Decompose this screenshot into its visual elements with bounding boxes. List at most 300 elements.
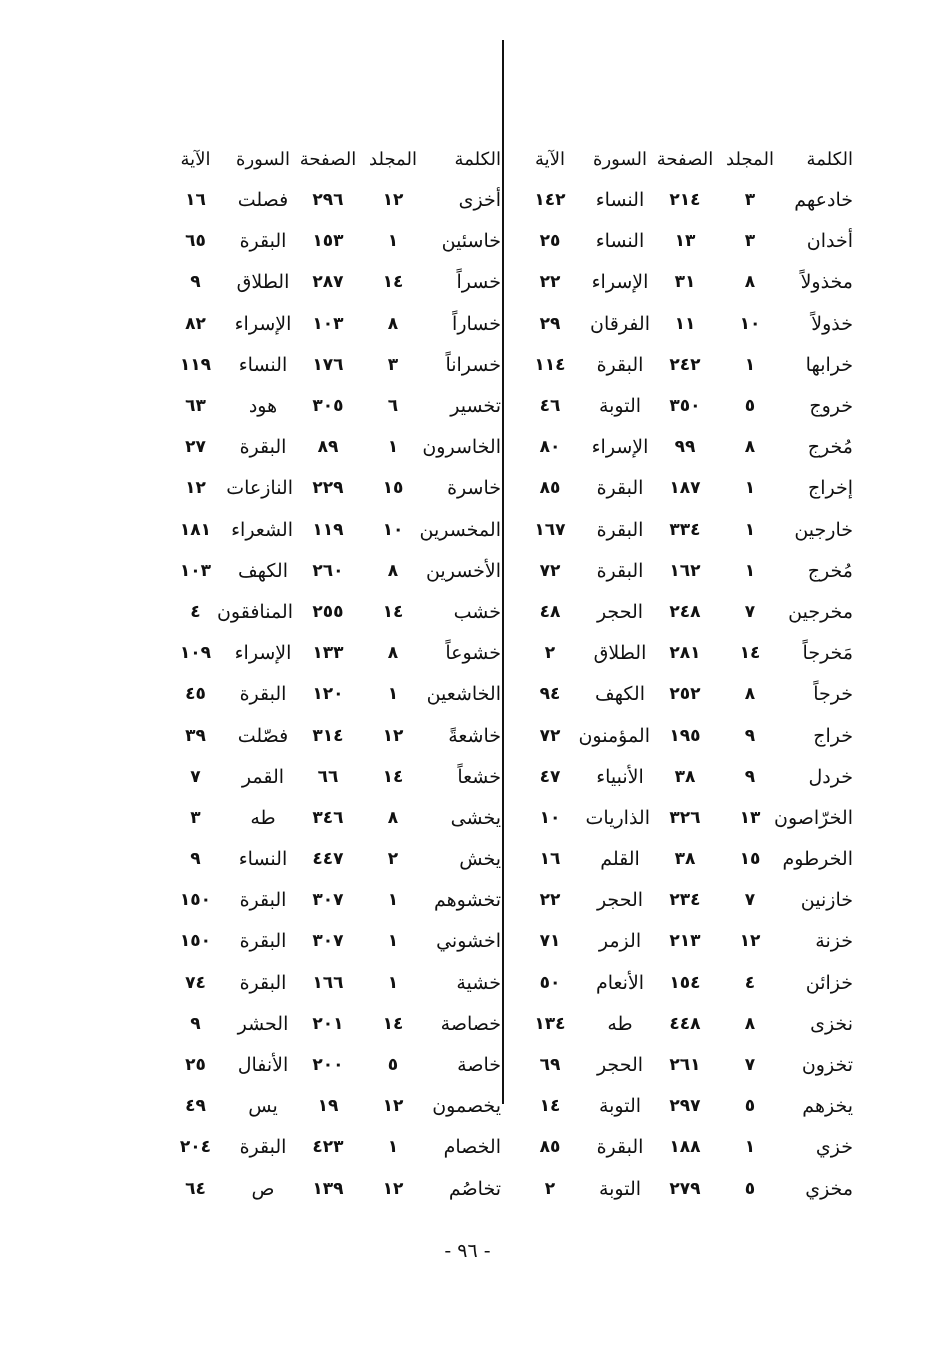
cell-surah: التوبة (598, 1095, 642, 1118)
cell-verse: ١٥٠ (179, 931, 212, 952)
cell-page: ٤٤٧ (312, 849, 344, 870)
table-row (105, 427, 855, 468)
cell-volume: ١ (744, 560, 756, 581)
cell-page: ١٣٩ (312, 1178, 344, 1199)
cell-volume: ١ (744, 478, 756, 499)
cell-surah: الإسراء (234, 642, 292, 665)
cell-volume: ٨ (387, 560, 399, 581)
cell-word: خسراً (456, 271, 501, 294)
cell-verse: ٢ (544, 1178, 556, 1199)
cell-page: ٢٦٠ (312, 560, 344, 581)
cell-page: ٣١٤ (312, 725, 344, 746)
separator (503, 304, 510, 345)
table-row (105, 1004, 855, 1045)
separator (503, 839, 510, 880)
cell-word: خزي (815, 1136, 853, 1159)
cell-word: خارجين (794, 518, 853, 541)
cell-word: يخصمون (432, 1095, 501, 1118)
separator (503, 221, 510, 262)
separator (503, 592, 510, 633)
cell-volume: ١ (744, 1137, 756, 1158)
cell-verse: ٢٥ (185, 1055, 206, 1076)
cell-surah: فصلت (237, 189, 289, 212)
cell-volume: ٦ (387, 396, 399, 417)
cell-verse: ٣ (190, 807, 201, 828)
cell-page: ٢٨٧ (312, 272, 344, 293)
separator (503, 921, 510, 962)
cell-surah: الكهف (238, 559, 288, 582)
cell-page: ١٧٦ (312, 354, 344, 375)
table-row (105, 839, 855, 880)
cell-surah: القلم (600, 848, 640, 871)
cell-surah: البقرة (239, 1136, 287, 1159)
cell-volume: ٨ (387, 807, 399, 828)
cell-volume: ١٠ (739, 313, 761, 334)
table-row (105, 798, 855, 839)
cell-page: ١٠٣ (312, 313, 344, 334)
table-header (105, 140, 855, 180)
table-row (105, 262, 855, 303)
cell-verse: ٩ (190, 272, 201, 293)
cell-volume: ١ (387, 231, 399, 252)
cell-volume: ١٢ (739, 931, 761, 952)
cell-volume: ١٥ (382, 478, 404, 499)
cell-surah: البقرة (596, 353, 644, 376)
cell-page: ١٨٧ (669, 478, 701, 499)
cell-word: يخش (459, 848, 501, 871)
cell-volume: ١٤ (382, 1013, 404, 1034)
cell-page: ٦٦ (317, 766, 339, 787)
cell-word: اخشوني (436, 930, 501, 953)
cell-volume: ١٤ (382, 272, 404, 293)
cell-surah: البقرة (239, 683, 287, 706)
cell-volume: ٩ (744, 725, 756, 746)
table-row (105, 386, 855, 427)
table-row (105, 633, 855, 674)
cell-surah: النازعات (226, 477, 293, 500)
cell-volume: ٥ (744, 1178, 756, 1199)
cell-surah: الحجر (596, 889, 644, 912)
cell-page: ٣٤٦ (312, 807, 344, 828)
cell-word: مُخرج (807, 559, 853, 582)
table-row (105, 551, 855, 592)
cell-word: خراج (813, 724, 853, 747)
index-table (105, 140, 855, 1210)
separator (503, 633, 510, 674)
separator (503, 1086, 510, 1127)
cell-verse: ٧٤ (185, 972, 206, 993)
cell-page: ٣١ (674, 272, 696, 293)
cell-surah: البقرة (596, 518, 644, 541)
cell-page: ٢٩٧ (669, 1096, 701, 1117)
cell-page: ٣٨ (674, 849, 696, 870)
cell-surah: الكهف (595, 683, 645, 706)
cell-verse: ٢٩ (539, 313, 561, 334)
cell-surah: التوبة (598, 1177, 642, 1200)
cell-word: خردل (808, 765, 853, 788)
cell-volume: ١ (744, 354, 756, 375)
cell-verse: ٤٧ (539, 766, 561, 787)
table-row (105, 304, 855, 345)
cell-verse: ٤٨ (539, 601, 561, 622)
cell-volume: ٨ (744, 1013, 756, 1034)
cell-volume: ٨ (744, 437, 756, 458)
separator (503, 880, 510, 921)
cell-word: مَخرجاً (802, 642, 853, 665)
table-row (105, 510, 855, 551)
separator (503, 468, 510, 509)
separator (503, 180, 510, 221)
cell-page: ٢٠٠ (312, 1055, 344, 1076)
cell-word: نخزى (810, 1012, 853, 1035)
table-row (105, 1045, 855, 1086)
cell-page: ٢٥٢ (669, 684, 701, 705)
table-row (105, 345, 855, 386)
cell-word: خسراناً (445, 353, 501, 376)
cell-verse: ٢ (544, 643, 556, 664)
cell-word: خروج (809, 395, 853, 418)
cell-verse: ٦٤ (185, 1178, 206, 1199)
cell-word: خاصة (457, 1054, 501, 1077)
separator (503, 674, 510, 715)
cell-surah: الزمر (598, 930, 642, 953)
cell-surah: التوبة (598, 395, 642, 418)
header-verse: الآية (180, 149, 211, 170)
separator (503, 1127, 510, 1168)
cell-surah: المنافقون (216, 600, 293, 623)
header-page: الصفحة (656, 149, 714, 170)
table-row (105, 1086, 855, 1127)
cell-volume: ٨ (387, 643, 399, 664)
cell-word: الأخسرين (425, 559, 501, 582)
column-divider (502, 40, 504, 1104)
cell-volume: ٩ (744, 766, 756, 787)
cell-surah: فصّلت (237, 724, 289, 747)
cell-volume: ١٥ (739, 849, 761, 870)
cell-volume: ١ (387, 1137, 399, 1158)
cell-volume: ٥ (744, 1096, 756, 1117)
cell-verse: ٩٤ (539, 684, 561, 705)
separator (503, 386, 510, 427)
cell-volume: ٧ (744, 1055, 756, 1076)
cell-surah: البقرة (239, 930, 287, 953)
cell-verse: ١٢ (185, 478, 206, 499)
table-row (105, 921, 855, 962)
cell-surah: النساء (238, 848, 288, 871)
cell-verse: ٢٥ (539, 231, 561, 252)
cell-page: ١٣٣ (312, 643, 344, 664)
cell-page: ١٦٢ (669, 560, 701, 581)
cell-word: خرجاً (813, 683, 853, 706)
cell-volume: ٨ (744, 684, 756, 705)
cell-surah: الشعراء (231, 518, 293, 541)
cell-surah: الأنفال (237, 1054, 289, 1077)
separator (503, 1004, 510, 1045)
cell-surah: يس (248, 1095, 278, 1118)
cell-surah: النساء (238, 353, 288, 376)
cell-word: يخشى (450, 806, 501, 829)
cell-page: ١٥٤ (669, 972, 701, 993)
cell-volume: ٣ (387, 354, 399, 375)
cell-surah: ص (251, 1177, 275, 1200)
cell-verse: ١٠ (539, 807, 561, 828)
table-body (105, 180, 855, 1210)
cell-page: ٢٠١ (312, 1013, 344, 1034)
cell-volume: ١٠ (382, 519, 404, 540)
cell-word: خزنة (815, 930, 853, 953)
separator (503, 427, 510, 468)
cell-verse: ٤٩ (185, 1096, 206, 1117)
table-row (105, 1169, 855, 1210)
cell-surah: البقرة (239, 230, 287, 253)
cell-page: ٢٤٨ (669, 601, 701, 622)
separator (503, 757, 510, 798)
header-page: الصفحة (299, 149, 357, 170)
cell-verse: ٧١ (539, 931, 561, 952)
cell-page: ٣٠٧ (312, 931, 344, 952)
cell-volume: ١٢ (382, 190, 404, 211)
table-row (105, 757, 855, 798)
cell-surah: النساء (595, 230, 645, 253)
table-row (105, 715, 855, 756)
cell-surah: الأنبياء (596, 765, 644, 788)
cell-surah: الحشر (237, 1012, 289, 1035)
cell-page: ١٩ (317, 1096, 339, 1117)
cell-surah: الإسراء (591, 436, 649, 459)
separator (503, 715, 510, 756)
cell-volume: ١ (387, 931, 399, 952)
table-row (105, 592, 855, 633)
cell-verse: ٢٢ (539, 272, 561, 293)
cell-volume: ٥ (744, 396, 756, 417)
cell-word: الخرّاصون (774, 806, 853, 829)
table-row (105, 180, 855, 221)
cell-page: ٢١٤ (669, 190, 701, 211)
header-verse: الآية (535, 149, 565, 170)
cell-word: مخرجين (788, 600, 853, 623)
table-row (105, 468, 855, 509)
cell-word: خذولاً (811, 312, 853, 335)
cell-verse: ٣٩ (185, 725, 206, 746)
cell-volume: ٧ (744, 890, 756, 911)
cell-surah: القمر (241, 765, 285, 788)
cell-page: ٤٤٨ (669, 1013, 701, 1034)
cell-page: ٢٦١ (669, 1055, 701, 1076)
cell-page: ٢٧٩ (669, 1178, 701, 1199)
separator (503, 510, 510, 551)
cell-word: مُخرج (807, 436, 853, 459)
cell-volume: ٧ (744, 601, 756, 622)
cell-page: ٢٩٦ (312, 190, 344, 211)
cell-surah: البقرة (239, 971, 287, 994)
cell-volume: ١ (387, 890, 399, 911)
header-word: الكلمة (454, 149, 501, 170)
separator (503, 262, 510, 303)
header-volume: المجلد (369, 149, 417, 170)
cell-word: خرابها (805, 353, 853, 376)
table-row (105, 1127, 855, 1168)
cell-page: ٢٣٤ (669, 890, 701, 911)
cell-word: خادعهم (794, 189, 853, 212)
cell-volume: ٣ (744, 190, 756, 211)
table-row (105, 221, 855, 262)
cell-word: مخزي (805, 1177, 853, 1200)
cell-page: ١٣ (674, 231, 696, 252)
cell-page: ٨٩ (317, 437, 339, 458)
table-row (105, 963, 855, 1004)
cell-volume: ٢ (387, 849, 399, 870)
cell-word: تخسير (450, 395, 501, 418)
cell-word: تخاصُم (448, 1177, 501, 1200)
cell-word: المخسرين (419, 518, 501, 541)
cell-word: إخراج (807, 477, 853, 500)
cell-verse: ٤٥ (185, 684, 206, 705)
cell-volume: ١٢ (382, 725, 404, 746)
cell-verse: ١٦٧ (534, 519, 566, 540)
cell-verse: ١٦ (185, 190, 206, 211)
cell-volume: ٨ (387, 313, 399, 334)
cell-volume: ١ (744, 519, 756, 540)
cell-verse: ١١٩ (179, 354, 212, 375)
cell-page: ١٥٣ (312, 231, 344, 252)
cell-verse: ٦٣ (185, 396, 206, 417)
cell-verse: ١٠٣ (179, 560, 212, 581)
cell-volume: ١٤ (739, 643, 761, 664)
cell-verse: ٢٠٤ (179, 1137, 212, 1158)
cell-verse: ١٦ (539, 849, 561, 870)
cell-verse: ٦٥ (185, 231, 206, 252)
cell-word: تخزون (801, 1054, 853, 1077)
header-word: الكلمة (806, 149, 853, 170)
cell-page: ١٩٥ (669, 725, 701, 746)
cell-word: خساراً (452, 312, 501, 335)
cell-word: أخدان (806, 230, 853, 253)
cell-volume: ٨ (744, 272, 756, 293)
cell-volume: ٤ (744, 972, 756, 993)
cell-volume: ١ (387, 972, 399, 993)
cell-volume: ١٢ (382, 1096, 404, 1117)
separator (503, 798, 510, 839)
cell-page: ٩٩ (674, 437, 696, 458)
cell-word: تخشوهم (434, 889, 501, 912)
cell-page: ١٨٨ (669, 1137, 701, 1158)
cell-volume: ١٤ (382, 601, 404, 622)
cell-verse: ٨٥ (539, 478, 561, 499)
cell-verse: ٨٥ (539, 1137, 561, 1158)
cell-verse: ١٨١ (179, 519, 212, 540)
cell-volume: ٣ (744, 231, 756, 252)
separator (503, 140, 510, 180)
cell-surah: الحجر (596, 1054, 644, 1077)
cell-word: خازنين (800, 889, 853, 912)
cell-page: ٢٥٥ (312, 601, 344, 622)
cell-page: ٢٨١ (669, 643, 701, 664)
cell-verse: ١٤٢ (534, 190, 566, 211)
separator (503, 1169, 510, 1210)
cell-word: خشوعاً (445, 642, 501, 665)
cell-surah: الفرقان (590, 312, 650, 335)
cell-surah: المؤمنون (578, 724, 650, 747)
cell-page: ٣٠٧ (312, 890, 344, 911)
cell-volume: ١٤ (382, 766, 404, 787)
separator (503, 551, 510, 592)
cell-surah: الطلاق (236, 271, 290, 294)
cell-verse: ٦٩ (539, 1055, 561, 1076)
cell-word: خشعاً (457, 765, 501, 788)
cell-verse: ٩ (190, 1013, 201, 1034)
cell-page: ٤٢٣ (312, 1137, 344, 1158)
cell-word: مخذولاً (800, 271, 853, 294)
cell-page: ١١٩ (312, 519, 344, 540)
cell-surah: الطلاق (593, 642, 647, 665)
cell-surah: طه (250, 806, 276, 829)
cell-page: ٣٥٠ (669, 396, 701, 417)
cell-surah: البقرة (596, 1136, 644, 1159)
cell-surah: البقرة (596, 477, 644, 500)
cell-verse: ٢٧ (185, 437, 206, 458)
separator (503, 345, 510, 386)
page-number: - ٩٦ - (444, 1240, 491, 1262)
cell-surah: النساء (595, 189, 645, 212)
cell-word: الخاسرون (422, 436, 501, 459)
cell-page: ٣٨ (674, 766, 696, 787)
cell-verse: ٨٠ (539, 437, 561, 458)
cell-page: ٣٠٥ (312, 396, 344, 417)
cell-volume: ١٣ (739, 807, 761, 828)
cell-surah: الذاريات (585, 806, 650, 829)
cell-page: ١٦٦ (312, 972, 344, 993)
header-surah: السورة (236, 149, 290, 170)
cell-surah: طه (607, 1012, 633, 1035)
cell-word: خصاصة (440, 1012, 501, 1035)
cell-page: ٣٣٤ (669, 519, 701, 540)
cell-word: خاسرة (447, 477, 501, 500)
separator (503, 1045, 510, 1086)
cell-word: أخزى (458, 189, 501, 212)
cell-surah: الإسراء (234, 312, 292, 335)
cell-word: الخصام (443, 1136, 501, 1159)
separator (503, 963, 510, 1004)
cell-page: ٢٤٢ (669, 354, 701, 375)
cell-verse: ٨٢ (185, 313, 206, 334)
cell-page: ١٢٠ (312, 684, 344, 705)
cell-verse: ٩ (190, 849, 201, 870)
cell-verse: ٢٢ (539, 890, 561, 911)
cell-word: خاشعةً (448, 724, 501, 747)
cell-verse: ١٥٠ (179, 890, 212, 911)
cell-surah: الحجر (596, 600, 644, 623)
cell-word: الخاشعين (426, 683, 501, 706)
header-volume: المجلد (726, 149, 774, 170)
cell-verse: ٤ (190, 601, 201, 622)
cell-word: خاسئين (441, 230, 501, 253)
cell-word: الخرطوم (782, 848, 853, 871)
cell-page: ١١ (674, 313, 696, 334)
cell-surah: الإسراء (591, 271, 649, 294)
cell-surah: البقرة (239, 436, 287, 459)
cell-verse: ٧٢ (539, 560, 561, 581)
cell-surah: البقرة (239, 889, 287, 912)
cell-verse: ١٤ (539, 1096, 561, 1117)
cell-word: خشب (453, 600, 501, 623)
cell-surah: البقرة (596, 559, 644, 582)
cell-verse: ١٣٤ (534, 1013, 566, 1034)
cell-word: خزائن (805, 971, 853, 994)
cell-word: يخزهم (802, 1095, 853, 1118)
cell-verse: ٤٦ (539, 396, 561, 417)
cell-volume: ٥ (387, 1055, 399, 1076)
cell-volume: ١ (387, 684, 399, 705)
